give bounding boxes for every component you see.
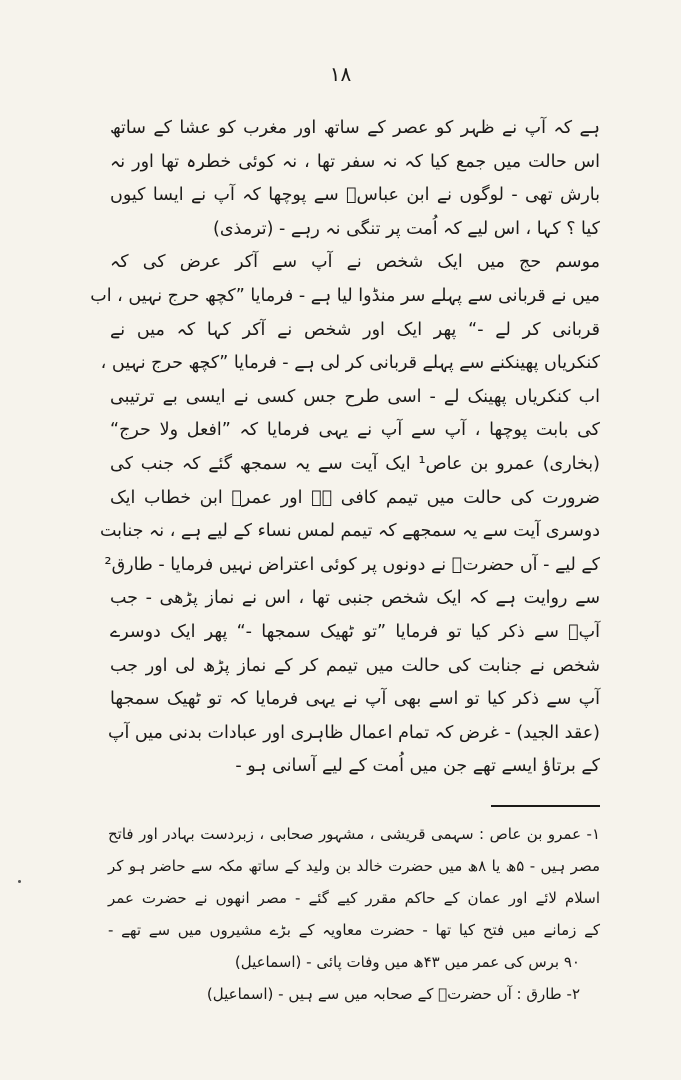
body-line: اب کنکریاں پھینک لے - اسی طرح جس کسی نے ایسی بے ترتیبی (110, 386, 600, 407)
body-line: بارش تھی - لوگوں نے ابن عباسؓ سے پوچھا کہ آپ نے ایسا کیوں (110, 185, 600, 206)
body-line: (بخاری) عمرو بن عاص¹ ایک آیت سے یہ سمجھ گئے کہ جنب کی (110, 453, 600, 474)
body-line: کنکریاں پھینکنے سے پہلے قربانی کر لی ہے - فرمایا ”کچھ حرج نہیں ، (100, 353, 600, 374)
footnote-divider (491, 805, 600, 807)
footnotes (108, 818, 600, 1010)
body-line: (عقد الجید) - غرض کہ تمام اعمال ظاہری اور عبادات بدنی میں آپ (108, 722, 600, 743)
body-line: کی بابت پوچھا ، آپ سے آپ نے یہی فرمایا کہ ”افعل ولا حرج“ (110, 420, 600, 441)
body-line: دوسری آیت سے یہ سمجھے کہ تیمم لمس نساء کے لیے ہے ، نہ جنابت (99, 521, 600, 542)
body-text (90, 112, 600, 784)
body-line: قربانی کر لے -“ پھر ایک اور شخص نے آکر کہا کہ میں نے (110, 319, 600, 340)
body-line: آپ سے ذکر کیا تو اسے بھی آپ نے یہی فرمایا کہ تو ٹھیک سمجھا (110, 689, 600, 710)
footnote-line: مصر ہیں - ۵ھ یا ۸ھ میں حضرت خالد بن ولید کے ساتھ مکہ سے حاضر ہو کر (108, 857, 600, 875)
body-line: میں نے قربانی سے پہلے سر منڈوا لیا ہے - فرمایا ”کچھ حرج نہیں ، اب (90, 285, 600, 306)
footnote-line: ۲- طارق : آں حضرتؐ کے صحابہ میں سے ہیں - (اسماعیل) (206, 985, 580, 1003)
body-line: کیا ؟ کہا ، اس لیے کہ اُمت پر تنگی نہ رہے - (ترمذی) (213, 218, 600, 239)
body-line: ہے کہ آپ نے ظہر کو عصر کے ساتھ اور مغرب کو عشا کے ساتھ (110, 118, 600, 138)
body-line: ضرورت کی حالت میں تیمم کافی ہے اور عمرؓ ابن خطاب ایک (110, 487, 600, 508)
body-line: کے برتاؤ ایسے تھے جن میں اُمت کے لیے آسانی ہو - (235, 756, 600, 777)
body-line: سے روایت ہے کہ ایک شخص جنبی تھا ، اس نے نماز پڑھی - جب (110, 588, 600, 609)
body-line: آپؐ سے ذکر کیا تو فرمایا ”تو ٹھیک سمجھا -“ پھر ایک دوسرے (110, 621, 600, 642)
page-number: ۱۸ (329, 62, 352, 86)
body-line: اس حالت میں جمع کیا کہ نہ سفر تھا ، نہ کوئی خطرہ تھا اور نہ (110, 151, 600, 172)
footnote-line: اسلام لائے اور عمان کے حاکم مقرر کیے گئے - مصر انھوں نے حضرت عمر (108, 889, 600, 907)
page-speck (18, 880, 21, 883)
footnote-line: ۱- عمرو بن عاص : سہمی قریشی ، مشہور صحابی ، زبردست بہادر اور فاتح (108, 825, 600, 843)
body-line: شخص نے جنابت کی حالت میں تیمم کر کے نماز پڑھ لی اور جب (110, 655, 600, 676)
body-line: موسم حج میں ایک شخص نے آپ سے آکر عرض کی کہ (110, 252, 600, 273)
footnote-line: ۹۰ برس کی عمر میں ۴۳ھ میں وفات پائی - (اسماعیل) (234, 953, 580, 971)
footnote-line: کے زمانے میں فتح کیا تھا - حضرت معاویہ کے بڑے مشیروں میں سے تھے - (108, 921, 600, 939)
body-line: کے لیے - آں حضرتؐ نے دونوں پر کوئی اعتراض نہیں فرمایا - طارق² (104, 554, 600, 575)
